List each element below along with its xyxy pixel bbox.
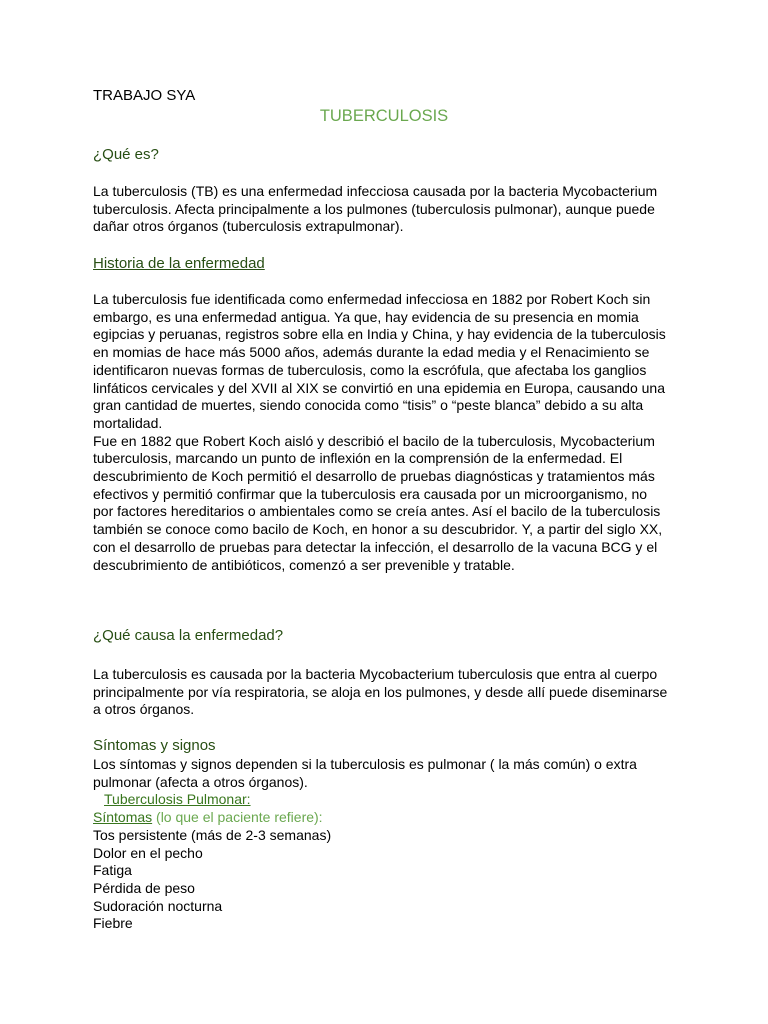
paragraph-line: egipcias y peruanas, registros sobre ella en India y China, y hay evidencia de la tuberculosis bbox=[93, 326, 666, 343]
list-item: Sudoración nocturna bbox=[93, 897, 223, 914]
paragraph-line: identificaron nuevas formas de tuberculosis, como la escrófula, que afectaba los ganglios bbox=[93, 361, 647, 378]
document-title: TUBERCULOSIS bbox=[319, 107, 449, 125]
paragraph-line: La tuberculosis fue identificada como enfermedad infecciosa en 1882 por Robert Koch sin bbox=[93, 291, 651, 307]
paragraph-line: Fue en 1882 que Robert Koch aisló y describió el bacilo de la tuberculosis, Mycobacterium bbox=[93, 432, 655, 449]
heading-que-es: ¿Qué es? bbox=[93, 146, 159, 163]
paragraph-line: embargo, es una enfermedad antigua. Ya que, hay evidencia de su presencia en momia bbox=[93, 308, 639, 325]
list-item: Pérdida de peso bbox=[93, 879, 195, 896]
list-item: Fatiga bbox=[93, 862, 132, 879]
paragraph-line: también se conoce como bacilo de Koch, en honor a su descubridor. Y, a partir del siglo XX, bbox=[93, 521, 663, 538]
heading-sintomas: Síntomas y signos bbox=[93, 737, 216, 754]
paragraph-line: con el desarrollo de pruebas para detectar la infección, el desarrollo de la vacuna BCG y el bbox=[93, 538, 658, 555]
list-item: Dolor en el pecho bbox=[93, 844, 203, 861]
paragraph-line: tuberculosis, marcando un punto de inflexión en la comprensión de la enfermedad. El bbox=[93, 450, 623, 467]
sintomas-line bbox=[93, 809, 323, 827]
paragraph-line: descubrimiento de antibióticos, comenzó a ser prevenible y tratable. bbox=[93, 556, 515, 573]
paragraph-line: La tuberculosis es causada por la bacteria Mycobacterium tuberculosis que entra al cuerpo bbox=[93, 666, 658, 682]
paragraph-line: mortalidad. bbox=[93, 414, 163, 431]
list-item: Fiebre bbox=[93, 915, 133, 932]
paragraph-line: descubrimiento de Koch permitió el desarrollo de pruebas diagnósticas y tratamientos más bbox=[93, 468, 655, 484]
paragraph-line: en momias de hace más 5000 años, además durante la edad media y el Renacimiento se bbox=[93, 344, 650, 361]
subheading-tuberculosis-pulmonar: Tuberculosis Pulmonar: bbox=[104, 791, 251, 808]
paragraph-line: dañar otros órganos (tuberculosis extrapulmonar). bbox=[93, 218, 404, 234]
paragraph-line: La tuberculosis (TB) es una enfermedad infecciosa causada por la bacteria Mycobacterium bbox=[93, 183, 658, 199]
paragraph-line: tuberculosis. Afecta principalmente a los pulmones (tuberculosis pulmonar), aunque puede bbox=[93, 201, 655, 217]
paragraph-line: Los síntomas y signos dependen si la tuberculosis es pulmonar ( la más común) o extra bbox=[93, 756, 637, 772]
document-label: TRABAJO SYA bbox=[93, 87, 196, 104]
paragraph-line: efectivos y permitió confirmar que la tuberculosis era causada por un microorganismo, no bbox=[93, 485, 648, 502]
sintomas-label: Síntomas bbox=[93, 809, 153, 826]
paragraph-line: gran cantidad de muertes, siendo conocida como “tisis” o “peste blanca” debido a su alta bbox=[93, 397, 644, 414]
sintomas-note: (lo que el paciente refiere): bbox=[152, 809, 323, 826]
paragraph-line: por factores hereditarios o ambientales como se creía antes. Así el bacilo de la tuberculosis bbox=[93, 503, 661, 520]
paragraph-line: linfáticos cervicales y del XVII al XIX se convirtió en una epidemia en Europa, causando una bbox=[93, 379, 665, 396]
paragraph-line: principalmente por vía respiratoria, se aloja en los pulmones, y desde allí puede diseminarse bbox=[93, 683, 668, 700]
heading-causa: ¿Qué causa la enfermedad? bbox=[93, 627, 284, 644]
list-item: Tos persistente (más de 2-3 semanas) bbox=[93, 826, 332, 843]
paragraph-line: pulmonar (afecta a otros órganos). bbox=[93, 773, 308, 790]
paragraph-line: a otros órganos. bbox=[93, 701, 195, 718]
heading-historia: Historia de la enfermedad bbox=[93, 255, 265, 272]
